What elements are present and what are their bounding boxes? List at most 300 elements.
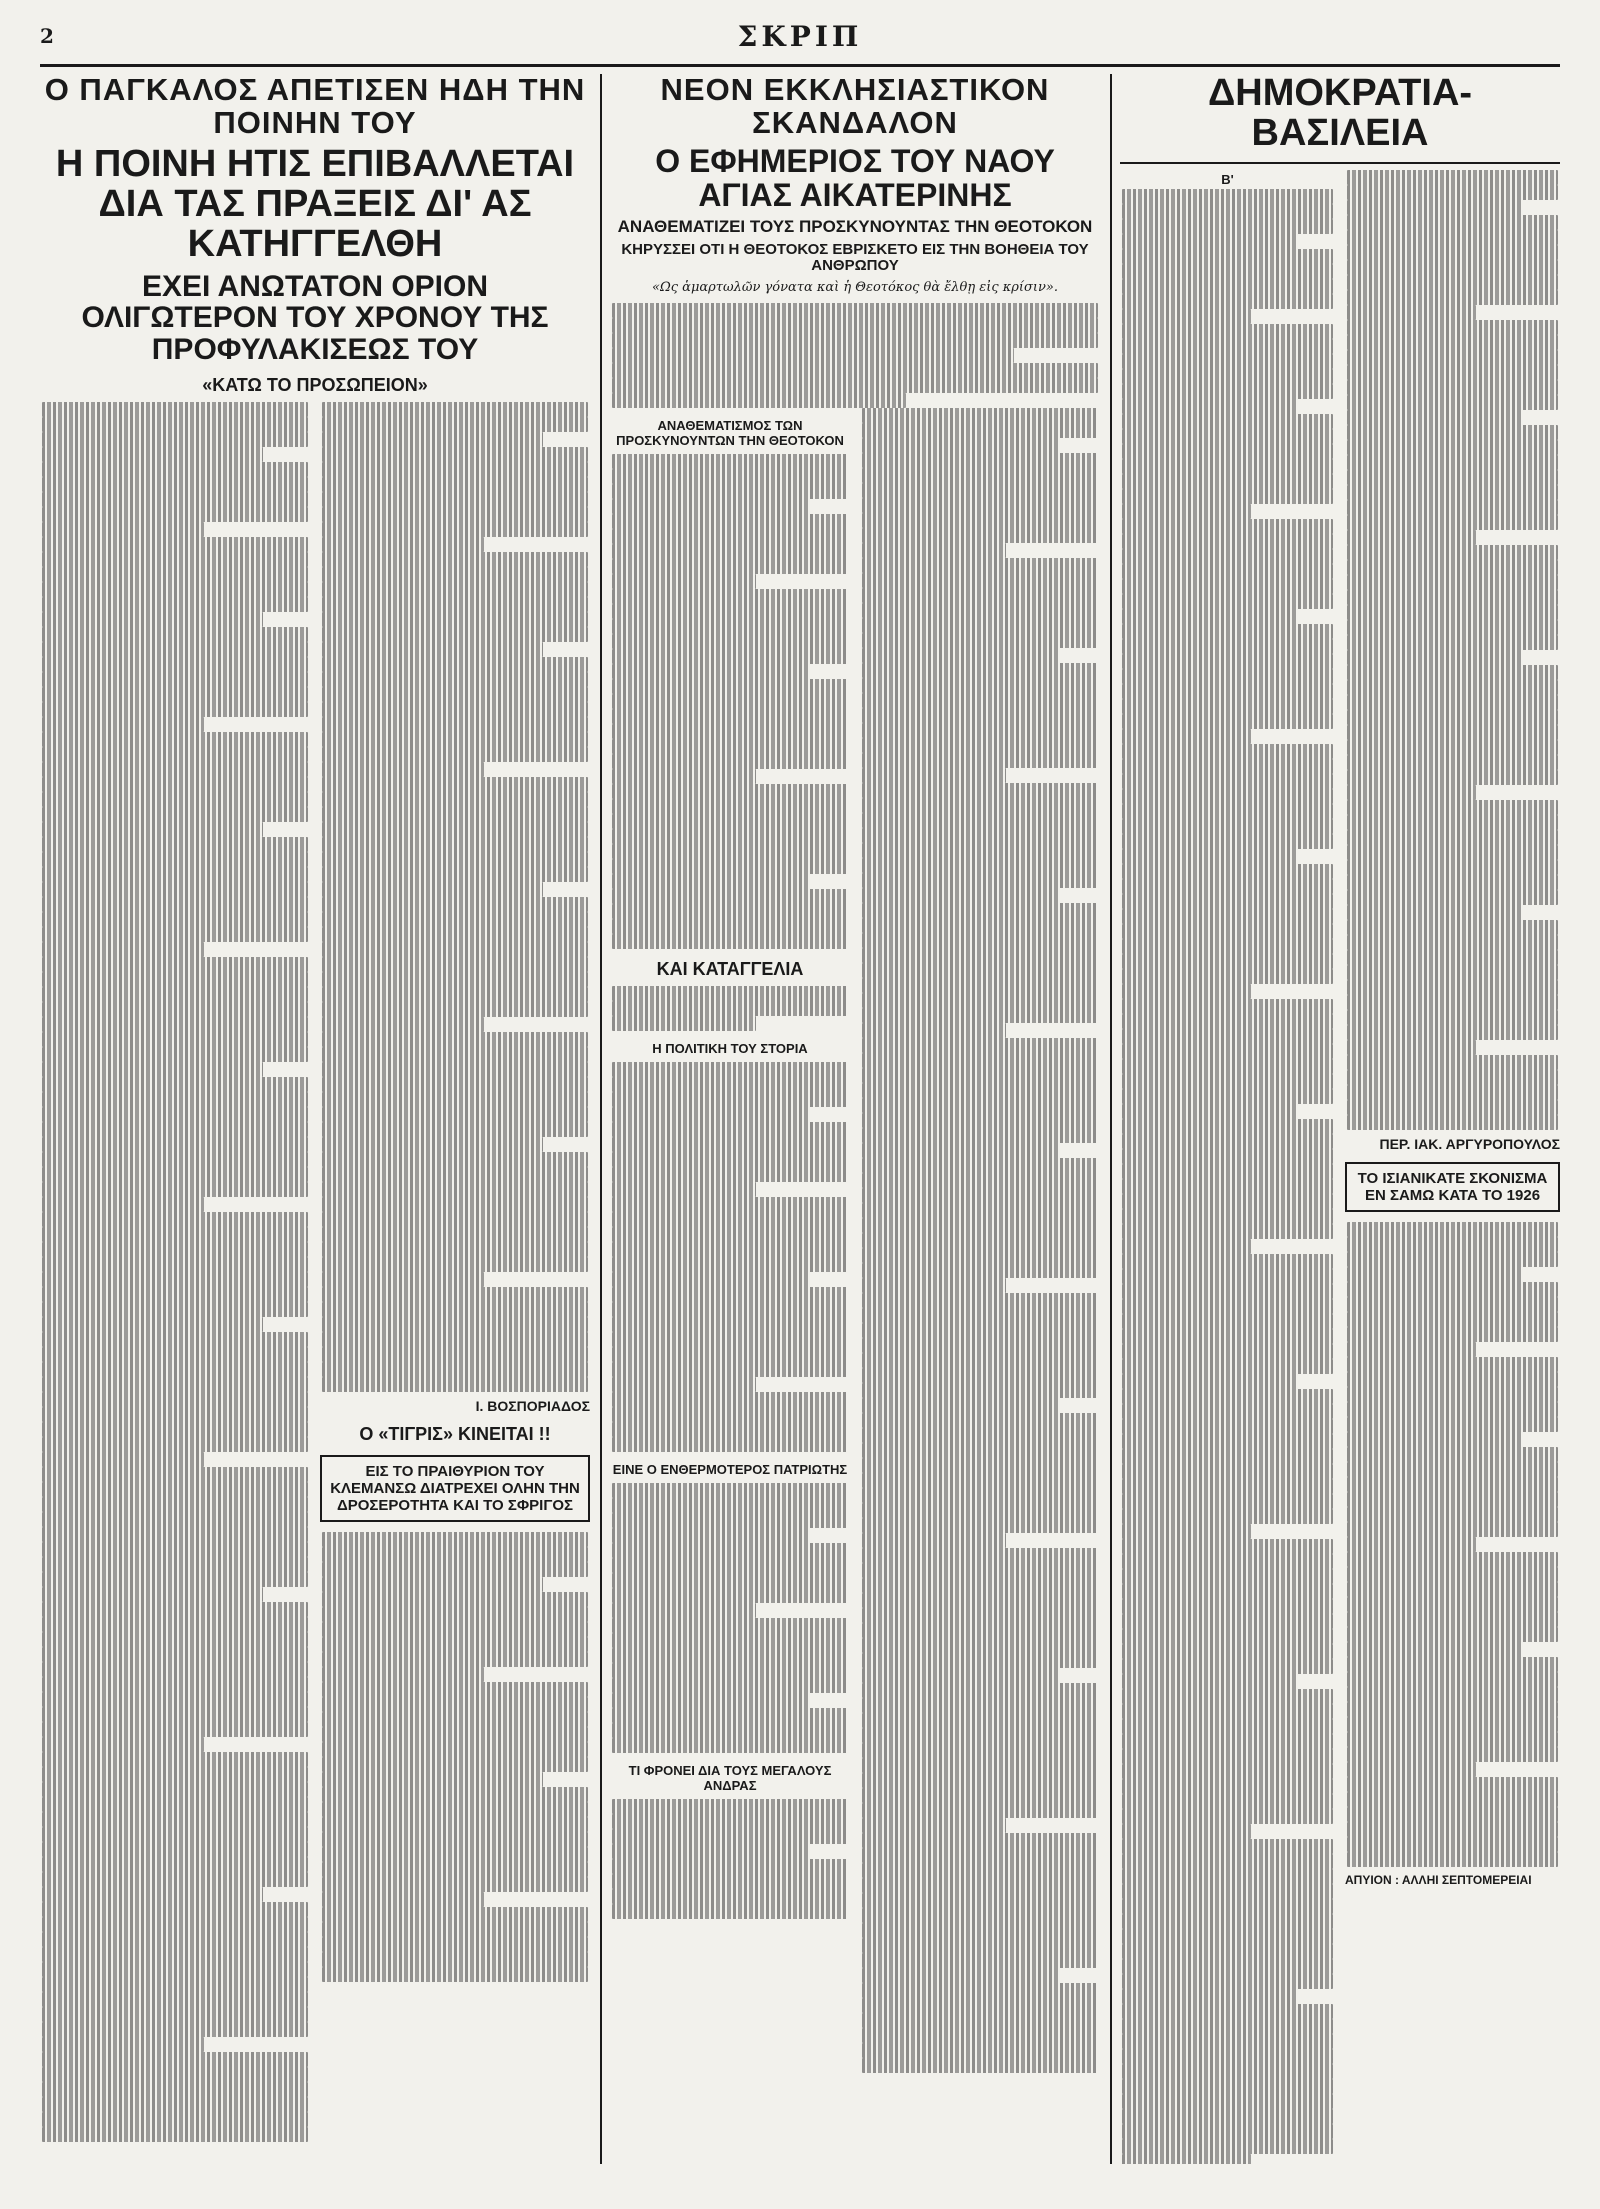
text-line <box>862 798 1098 813</box>
text-line <box>1347 335 1558 350</box>
text-line <box>1122 339 1333 354</box>
text-line <box>862 483 1098 498</box>
text-line <box>612 739 848 754</box>
text-line <box>42 1422 308 1437</box>
text-line <box>862 993 1098 1008</box>
text-line <box>1122 984 1251 999</box>
text-line <box>862 1473 1098 1488</box>
text-line <box>322 1302 588 1317</box>
text-line <box>1122 1539 1333 1554</box>
text-line <box>322 1182 588 1197</box>
text-line <box>1122 1614 1333 1629</box>
text-line <box>1122 684 1333 699</box>
column-rule <box>1110 74 1112 2164</box>
text-line <box>1122 924 1333 939</box>
text-line <box>1122 294 1333 309</box>
text-line <box>42 1137 308 1152</box>
headline-priest: Ο ΕΦΗΜΕΡΙΟΣ ΤΟΥ ΝΑΟΥ ΑΓΙΑΣ ΑΙΚΑΤΕΡΙΝΗΣ <box>655 143 1055 213</box>
text-line <box>1122 1509 1333 1524</box>
text-line <box>862 708 1098 723</box>
text-line <box>1122 1839 1333 1854</box>
text-line <box>612 829 848 844</box>
text-line <box>612 1422 848 1437</box>
text-line <box>42 2007 308 2022</box>
text-line <box>1122 1554 1333 1569</box>
text-line <box>42 702 308 717</box>
text-line <box>1347 455 1558 470</box>
text-line <box>322 1757 588 1772</box>
text-line <box>42 1347 308 1362</box>
text-line <box>1122 204 1333 219</box>
text-line <box>1347 1462 1558 1477</box>
text-line <box>1122 1164 1333 1179</box>
text-line <box>322 1967 588 1982</box>
text-line <box>42 447 263 462</box>
text-line <box>1122 1359 1333 1374</box>
text-line <box>862 468 1098 483</box>
text-line <box>42 687 308 702</box>
text-line <box>1347 965 1558 980</box>
text-line <box>1122 1374 1298 1389</box>
text-line <box>612 1558 848 1573</box>
text-line <box>322 1847 588 1862</box>
text-line <box>42 1872 308 1887</box>
text-line <box>322 1862 588 1877</box>
text-line <box>322 582 588 597</box>
text-line <box>612 709 848 724</box>
text-line <box>862 1698 1098 1713</box>
text-line <box>1122 1599 1333 1614</box>
text-line <box>322 417 588 432</box>
text-line <box>322 1907 588 1922</box>
text-line <box>862 678 1098 693</box>
text-line <box>612 378 1098 393</box>
text-line <box>1347 1327 1558 1342</box>
text-line <box>42 1842 308 1857</box>
text-line <box>862 1938 1098 1953</box>
text-line <box>1122 399 1298 414</box>
text-line <box>1122 1779 1333 1794</box>
text-line <box>612 589 848 604</box>
text-line <box>322 1047 588 1062</box>
text-line <box>322 762 484 777</box>
text-line <box>1347 1222 1558 1237</box>
text-line <box>42 672 308 687</box>
text-line <box>322 1137 543 1152</box>
text-line <box>322 987 588 1002</box>
section-title-mask: «ΚΑΤΩ ΤΟ ΠΡΟΣΩΠΕΙΟΝ» <box>202 375 428 396</box>
text-line <box>1122 1749 1333 1764</box>
text-line <box>612 919 848 934</box>
text-line <box>1347 845 1558 860</box>
text-line <box>322 432 543 447</box>
text-line <box>612 1738 848 1753</box>
text-line <box>862 693 1098 708</box>
text-line <box>1347 1492 1558 1507</box>
text-line <box>42 432 308 447</box>
text-line <box>1347 680 1558 695</box>
text-line <box>1347 1055 1558 1070</box>
text-line <box>1122 1224 1333 1239</box>
text-line <box>42 1812 308 1827</box>
text-line <box>862 528 1098 543</box>
text-line <box>1347 245 1558 260</box>
text-line <box>612 904 848 919</box>
text-line <box>1122 1494 1333 1509</box>
text-line <box>322 1242 588 1257</box>
text-line <box>1122 474 1333 489</box>
text-line <box>1347 830 1558 845</box>
text-line <box>42 732 308 747</box>
text-line <box>322 1227 588 1242</box>
text-line <box>42 2082 308 2097</box>
text-line <box>1347 950 1558 965</box>
text-line <box>612 544 848 559</box>
text-line <box>1347 1477 1558 1492</box>
text-line <box>1347 905 1523 920</box>
headline-samos: ΤΟ ΙΣΙΑΝΙΚΑΤΕ ΣΚΟΝΙΣΜΑ ΕΝ ΣΑΜΩ ΚΑΤΑ ΤΟ 1926 <box>1345 1162 1560 1212</box>
text-line <box>862 978 1098 993</box>
text-line <box>42 807 308 822</box>
text-line <box>612 1543 848 1558</box>
text-line <box>1347 620 1558 635</box>
text-line <box>42 1707 308 1722</box>
text-line <box>1122 759 1333 774</box>
text-line <box>1347 1010 1558 1025</box>
text-line <box>612 1182 756 1197</box>
text-line <box>612 784 848 799</box>
text-line <box>42 597 308 612</box>
text-line <box>42 477 308 492</box>
text-line <box>322 777 588 792</box>
text-line <box>322 1877 588 1892</box>
text-line <box>612 619 848 634</box>
text-line <box>862 1323 1098 1338</box>
text-line <box>42 1497 308 1512</box>
column-middle <box>610 74 1100 2164</box>
text-line <box>322 642 543 657</box>
text-line <box>862 1128 1098 1143</box>
text-line <box>1347 275 1558 290</box>
text-intro <box>610 303 1100 408</box>
text-line <box>1347 1852 1558 1867</box>
text-column-e <box>1120 170 1335 2164</box>
text-line <box>322 1362 588 1377</box>
text-line <box>862 1803 1098 1818</box>
text-line <box>862 1413 1098 1428</box>
text-line <box>612 1001 848 1016</box>
text-line <box>322 552 588 567</box>
text-line <box>862 1833 1098 1848</box>
text-line <box>862 1548 1098 1563</box>
text-line <box>42 2112 308 2127</box>
text-line <box>862 2058 1098 2073</box>
text-line <box>1347 200 1523 215</box>
text-line <box>322 1532 588 1547</box>
text-line <box>1122 234 1298 249</box>
text-line <box>1122 1074 1333 1089</box>
text-line <box>322 927 588 942</box>
text-line <box>42 1167 308 1182</box>
text-line <box>42 1317 263 1332</box>
text-line <box>1122 2064 1333 2079</box>
text-line <box>612 1272 809 1287</box>
text-line <box>1122 1764 1333 1779</box>
text-line <box>1122 999 1333 1014</box>
text-line <box>1347 380 1558 395</box>
text-line <box>1122 609 1298 624</box>
text-line <box>1122 489 1333 504</box>
text-line <box>1347 1837 1558 1852</box>
text-line <box>42 942 204 957</box>
text-line <box>1122 1809 1333 1824</box>
text-line <box>612 874 809 889</box>
text-line <box>1122 1659 1333 1674</box>
text-line <box>612 393 906 408</box>
text-line <box>612 499 809 514</box>
text-line <box>862 1173 1098 1188</box>
text-line <box>42 1062 263 1077</box>
text-line <box>612 1077 848 1092</box>
text-line <box>612 1392 848 1407</box>
text-line <box>1122 2034 1333 2049</box>
text-line <box>322 402 588 417</box>
text-line <box>1122 2124 1333 2139</box>
column-left <box>40 74 590 2164</box>
text-line <box>612 1317 848 1332</box>
text-line <box>1347 1657 1558 1672</box>
text-line <box>1122 2049 1333 2064</box>
text-line <box>1122 1299 1333 1314</box>
subheadline-penalty: ΕΧΕΙ ΑΝΩΤΑΤΟΝ ΟΡΙΟΝ ΟΛΙΓΩΤΕΡΟΝ ΤΟΥ ΧΡΟΝΟΥ ΤΗΣ ΠΡΟΦΥΛΑΚΙΣΕΩΣ ΤΟΥ <box>81 269 549 366</box>
text-line <box>42 1737 204 1752</box>
text-line <box>612 769 756 784</box>
text-line <box>1122 1404 1333 1419</box>
text-line <box>1347 1522 1558 1537</box>
text-line <box>1347 1597 1558 1612</box>
text-line <box>42 1542 308 1557</box>
text-line <box>862 738 1098 753</box>
text-line <box>612 1799 848 1814</box>
text-line <box>1122 864 1333 879</box>
text-line <box>1122 564 1333 579</box>
text-line <box>42 1407 308 1422</box>
text-line <box>42 867 308 882</box>
text-line <box>1122 1254 1333 1269</box>
text-line <box>612 1407 848 1422</box>
text-line <box>1122 1944 1333 1959</box>
text-line <box>1347 470 1558 485</box>
section-title-politics: Η ΠΟΛΙΤΙΚΗ ΤΟΥ ΣΤΟΡΙΑ <box>652 1040 808 1056</box>
text-line <box>862 1683 1098 1698</box>
text-line <box>1347 410 1523 425</box>
text-line <box>862 1428 1098 1443</box>
text-line <box>322 1727 588 1742</box>
text-line <box>1347 305 1476 320</box>
text-line <box>862 1353 1098 1368</box>
text-line <box>1122 1719 1333 1734</box>
text-line <box>42 777 308 792</box>
text-line <box>1122 894 1333 909</box>
text-line <box>612 1874 848 1889</box>
text-line <box>1347 1085 1558 1100</box>
text-line <box>42 1662 308 1677</box>
text-line <box>42 972 308 987</box>
text-line <box>322 1817 588 1832</box>
text-line <box>862 813 1098 828</box>
text-line <box>862 1278 1006 1293</box>
text-line <box>1122 249 1333 264</box>
text-line <box>322 1772 543 1787</box>
text-line <box>42 567 308 582</box>
signoff: ΑΠΥΙΟΝ : ΑΛΛΗΙ ΣΕΠΤΟΜΕΡΕΙΑΙ <box>1345 1872 1532 1887</box>
text-line <box>1347 1357 1558 1372</box>
text-line <box>862 1653 1098 1668</box>
text-line <box>1122 594 1333 609</box>
text-line <box>1122 639 1333 654</box>
column-rule <box>600 74 602 2164</box>
text-line <box>612 986 848 1001</box>
text-line <box>1347 290 1558 305</box>
text-line <box>1347 320 1558 335</box>
text-line <box>322 1032 588 1047</box>
column-right <box>1120 74 1560 2164</box>
text-line <box>862 1893 1098 1908</box>
text-line <box>1122 369 1333 384</box>
section-title-patriot: ΕΙΝΕ Ο ΕΝΘΕΡΜΟΤΕΡΟΣ ΠΑΤΡΙΩΤΗΣ <box>612 1461 848 1477</box>
text-line <box>42 492 308 507</box>
text-line <box>322 1742 588 1757</box>
text-line <box>322 1167 588 1182</box>
text-line <box>1122 699 1333 714</box>
text-line <box>322 1562 588 1577</box>
text-line <box>42 1122 308 1137</box>
text-line <box>1122 429 1333 444</box>
text-line <box>1347 1582 1558 1597</box>
text-line <box>322 702 588 717</box>
text-line <box>1122 2004 1333 2019</box>
text-line <box>1347 485 1558 500</box>
text-line <box>1122 1524 1251 1539</box>
text-line <box>1122 1179 1333 1194</box>
text-line <box>1347 1807 1558 1822</box>
text-line <box>42 1947 308 1962</box>
text-line <box>1122 624 1333 639</box>
text-line <box>1122 1989 1298 2004</box>
text-line <box>612 1603 756 1618</box>
article-body-right <box>1120 170 1560 2164</box>
text-line <box>1122 2019 1333 2034</box>
text-line <box>862 1398 1059 1413</box>
text-line <box>322 522 588 537</box>
text-line <box>612 859 848 874</box>
text-line <box>862 918 1098 933</box>
text-line <box>862 1758 1098 1773</box>
text-line <box>612 1889 848 1904</box>
text-line <box>612 484 848 499</box>
text-line <box>1347 995 1558 1010</box>
text-line <box>1122 1449 1333 1464</box>
text-line <box>612 1362 848 1377</box>
text-line <box>1122 804 1333 819</box>
text-line <box>862 1983 1098 1998</box>
text-line <box>862 1218 1098 1233</box>
text-line <box>862 948 1098 963</box>
text-line <box>612 934 848 949</box>
text-line <box>1122 1059 1333 1074</box>
text-line <box>1347 755 1558 770</box>
text-line <box>1347 260 1558 275</box>
text-line <box>612 1152 848 1167</box>
text-line <box>322 1317 588 1332</box>
newspaper-title: ΣΚΡΙΠ <box>737 20 863 53</box>
text-line <box>1347 1402 1558 1417</box>
text-line <box>612 1437 848 1452</box>
text-line <box>1347 890 1558 905</box>
text-line <box>42 717 204 732</box>
text-line <box>1347 1732 1558 1747</box>
text-line <box>862 1743 1098 1758</box>
text-line <box>42 612 263 627</box>
text-line <box>1347 1297 1558 1312</box>
text-line <box>42 2037 204 2052</box>
text-line <box>42 1782 308 1797</box>
text-line <box>612 1648 848 1663</box>
text-line <box>1122 189 1333 204</box>
text-line <box>322 597 588 612</box>
text-line <box>1347 1747 1558 1762</box>
text-line <box>612 889 848 904</box>
text-line <box>862 1878 1098 1893</box>
text-line <box>42 1977 308 1992</box>
text-line <box>612 1332 848 1347</box>
text-line <box>1347 1567 1558 1582</box>
text-line <box>612 1122 848 1137</box>
text-line <box>1122 1134 1333 1149</box>
text-line <box>322 1092 588 1107</box>
text-line <box>42 1392 308 1407</box>
subheadline-anathema: ΑΝΑΘΕΜΑΤΙΖΕΙ ΤΟΥΣ ΠΡΟΣΚΥΝΟΥΝΤΑΣ ΤΗΝ ΘΕΟΤΟΚΟΝ <box>617 217 1093 237</box>
text-line <box>862 1593 1098 1608</box>
text-line <box>322 1077 588 1092</box>
text-line <box>862 783 1098 798</box>
text-line <box>42 522 204 537</box>
text-line <box>42 657 308 672</box>
text-line <box>1122 1794 1333 1809</box>
text-line <box>1122 579 1333 594</box>
text-line <box>1122 744 1333 759</box>
text-line <box>42 1197 204 1212</box>
text-line <box>1122 2139 1333 2154</box>
text-line <box>862 2013 1098 2028</box>
text-line <box>42 1962 308 1977</box>
text-line <box>42 1572 308 1587</box>
text-line <box>322 1272 484 1287</box>
text-line <box>1347 530 1476 545</box>
text-line <box>862 1713 1098 1728</box>
text-line <box>862 1383 1098 1398</box>
text-line <box>322 507 588 522</box>
text-line <box>612 1859 848 1874</box>
text-line <box>1347 875 1558 890</box>
text-line <box>1122 384 1333 399</box>
text-line <box>322 1152 588 1167</box>
text-line <box>862 1143 1059 1158</box>
text-line <box>862 1533 1006 1548</box>
text-line <box>42 1332 308 1347</box>
text-line <box>42 582 308 597</box>
text-column-b <box>320 402 590 2142</box>
